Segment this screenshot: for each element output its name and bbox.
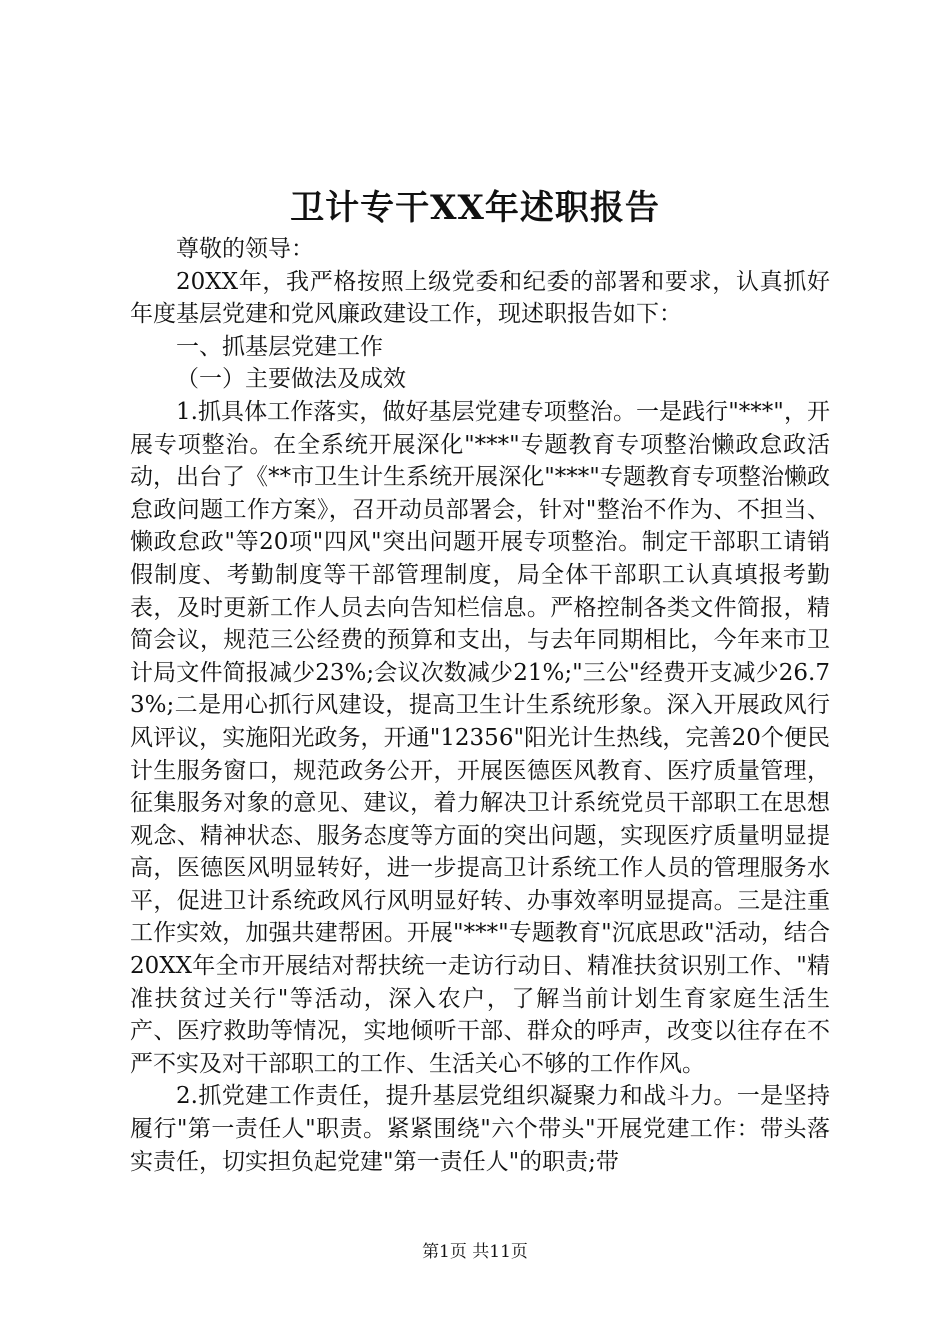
subsection-heading: （一）主要做法及成效 xyxy=(176,366,406,393)
body-paragraph: 1.抓具体工作落实，做好基层党建专项整治。一是践行"***"，开展专项整治。在全系统开展深化"***"专题教育专项整治懒政怠政活动，出台了《**市卫生计生系统开展深化"***"专题教育专项整治懒政怠政问题工作方案》，召开动员部署会，针对"整治不作为、不担当、懒政怠政"等20项"四风"突出问题开展专项整治。制定干部职工请销假制度、考勤制度等干部管理制度，局全体干部职工认真填报考勤表，及时更新工作人员去向告知栏信息。严格控制各类文件简报，精简会议，规范三公经费的预算和支出，与去年同期相比，今年来市卫计局文件简报减少23%;会议次数减少21%;"三公"经费开支减少26.73%;二是用心抓行风建设，提高卫生计生系统形象。深入开展政风行风评议，实施阳光政务，开通"12356"阳光计生热线，完善20个便民计生服务窗口，规范政务公开，开展医德医风教育、医疗质量管理，征集服务对象的意见、建议，着力解决卫计系统党员干部职工在思想观念、精神状态、服务态度等方面的突出问题，实现医疗质量明显提高，医德医风明显转好，进一步提高卫计系统工作人员的管理服务水平，促进卫计系统政风行风明显好转、办事效率明显提高。三是注重工作实效，加强共建帮困。开展"***"专题教育"沉底思政"活动，结合20XX年全市开展结对帮扶统一走访行动日、精准扶贫识别工作、"精准扶贫过关行"等活动，深入农户，了解当前计划生育家庭生活生产、医疗救助等情况，实地倾听干部、群众的呼声，改变以往存在不严不实及对干部职工的工作、生活关心不够的工作作风。 xyxy=(130,398,830,1077)
intro-paragraph: 20XX年，我严格按照上级党委和纪委的部署和要求，认真抓好年度基层党建和党风廉政建设工作，现述职报告如下： xyxy=(130,268,830,328)
page-footer: 第1页 共11页 xyxy=(422,1242,528,1262)
section-heading: 一、抓基层党建工作 xyxy=(176,333,383,360)
document-title: 卫计专干XX年述职报告 xyxy=(290,188,660,228)
body-paragraph: 2.抓党建工作责任，提升基层党组织凝聚力和战斗力。一是坚持履行"第一责任人"职责。紧紧围绕"六个带头"开展党建工作：带头落实责任，切实担负起党建"第一责任人"的职责;带 xyxy=(130,1083,830,1175)
document-body xyxy=(130,233,830,1178)
salutation: 尊敬的领导： xyxy=(176,236,314,262)
